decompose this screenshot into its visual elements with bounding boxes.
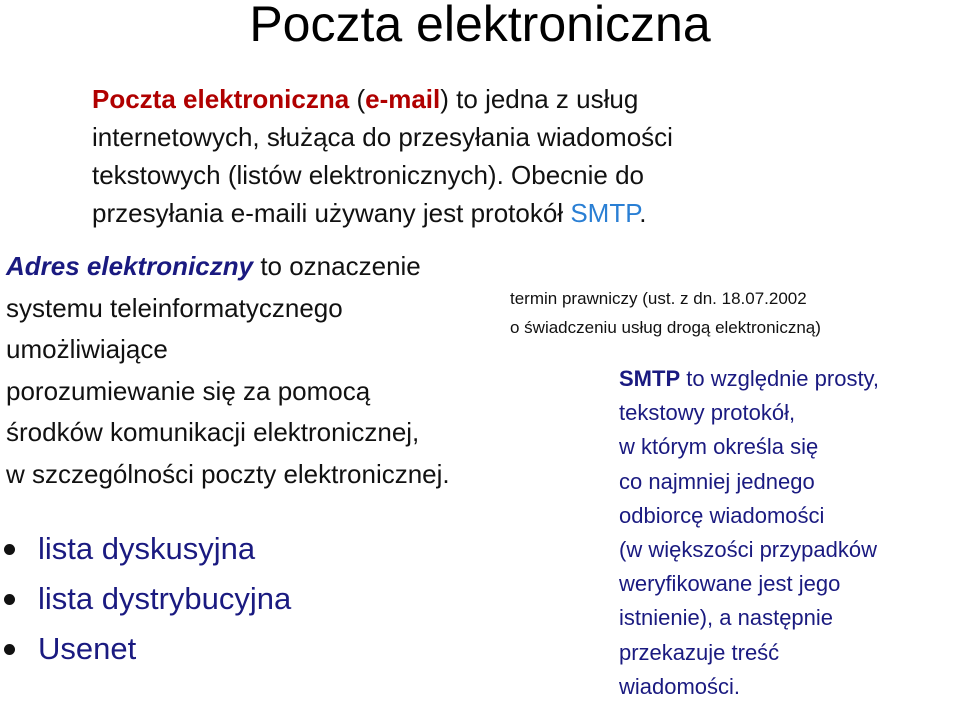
smtp-note-line-6: (w większości przypadków	[619, 537, 877, 563]
intro-line-1	[92, 80, 673, 118]
intro-line-2: internetowych, służąca do przesyłania wiadomości	[92, 122, 673, 152]
definition-line-1-rest: to oznaczenie	[253, 251, 421, 281]
bullet-item	[0, 524, 291, 574]
smtp-note	[619, 362, 879, 704]
definition-paragraph	[6, 246, 450, 495]
definition-line-5: środków komunikacji elektronicznej,	[6, 417, 420, 447]
intro-line-4-pre: przesyłania e-maili używany jest protokół	[92, 198, 571, 228]
smtp-note-line-10: wiadomości.	[619, 673, 741, 699]
legal-note-line-2: o świadczeniu usług drogą elektroniczną)	[510, 318, 821, 337]
bullet-dot-icon	[4, 644, 15, 655]
smtp-note-line-8: istnienie), a następnie	[619, 605, 834, 631]
smtp-note-line-4: co najmniej jednego	[619, 468, 815, 494]
smtp-note-line-5: odbiorcę wiadomości	[619, 502, 825, 528]
smtp-note-line-3: w którym określa się	[619, 434, 819, 460]
bullet-dot-icon	[4, 544, 15, 555]
smtp-note-line-7: weryfikowane jest jego	[619, 571, 841, 597]
bullet-dot-icon	[4, 594, 15, 605]
smtp-note-line-1	[619, 362, 879, 396]
bullet-label: lista dystrybucyjna	[38, 581, 292, 616]
definition-line-2: systemu teleinformatycznego	[6, 292, 343, 323]
bullet-label: Usenet	[38, 631, 137, 666]
slide-title: Poczta elektroniczna	[249, 0, 711, 52]
definition-term: Adres elektroniczny	[6, 251, 254, 281]
legal-note	[510, 284, 821, 342]
definition-line-1	[6, 246, 450, 288]
intro-close-paren: )	[440, 84, 449, 114]
intro-line-1-rest: to jedna z usług	[448, 84, 639, 114]
bullet-item	[0, 624, 291, 674]
bullet-list	[0, 524, 291, 674]
intro-line-4-end: .	[639, 198, 647, 228]
legal-note-line-1: termin prawniczy (ust. z dn. 18.07.2002	[510, 289, 807, 308]
intro-line-3: tekstowych (listów elektronicznych). Obecnie do	[92, 160, 645, 190]
intro-abbr: e-mail	[365, 84, 441, 114]
intro-term: Poczta elektroniczna	[92, 84, 350, 114]
smtp-note-line-2: tekstowy protokół,	[619, 400, 796, 426]
smtp-note-term: SMTP	[619, 366, 681, 391]
intro-smtp: SMTP	[570, 198, 640, 228]
smtp-note-line-9: przekazuje treść	[619, 639, 780, 665]
intro-paragraph	[92, 80, 673, 232]
definition-line-4: porozumiewanie się za pomocą	[6, 375, 371, 406]
bullet-item	[0, 574, 291, 624]
definition-line-3: umożliwiające	[6, 334, 168, 364]
definition-line-6: w szczególności poczty elektronicznej.	[6, 458, 450, 489]
smtp-note-line-1-rest: to względnie prosty,	[680, 366, 880, 391]
intro-open-paren: (	[356, 84, 366, 114]
intro-line-4	[92, 194, 673, 232]
bullet-label: lista dyskusyjna	[38, 531, 256, 566]
